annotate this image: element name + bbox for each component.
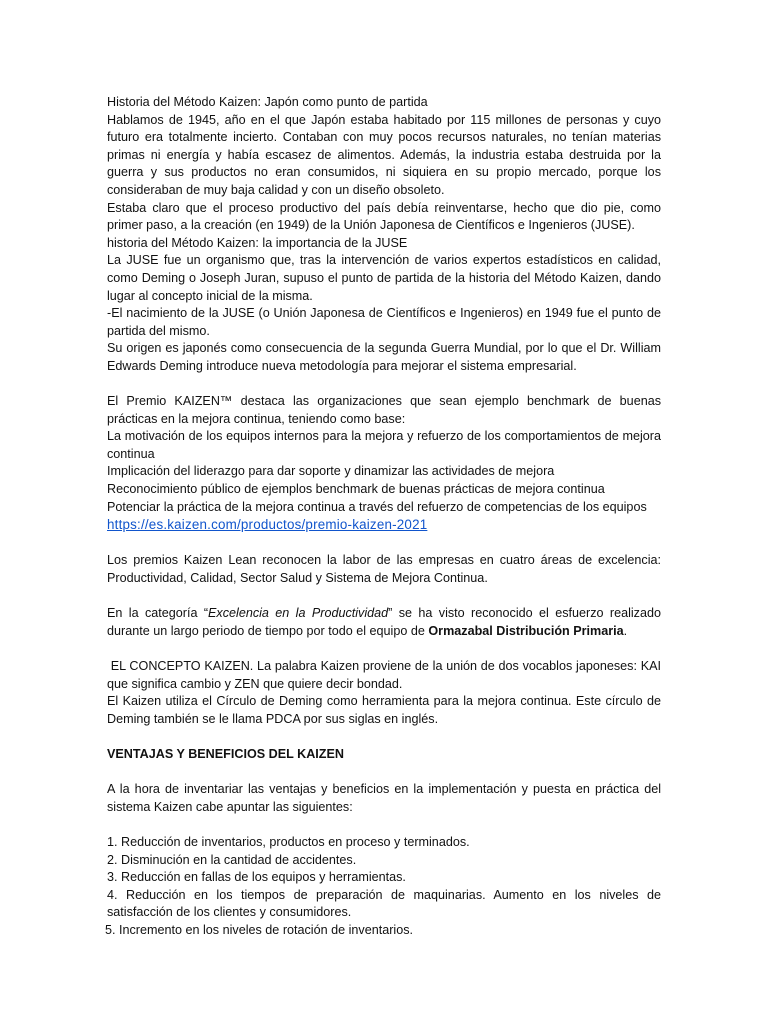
section-subtitle-juse: historia del Método Kaizen: la importancia de la JUSE [107,235,408,250]
categoria-bold-text: Ormazabal Distribución Primaria [428,623,624,638]
categoria-text-start: En la categoría “ [107,606,209,621]
list-item-liderazgo: Implicación del liderazgo para dar soporte y dinamizar las actividades de mejora [107,464,555,479]
categoria-italic-text: Excelencia en la Productividad [208,606,389,621]
benefit-item: 3. Reducción en fallas de los equipos y herramientas. [107,870,406,885]
spacer [107,535,661,553]
list-item-reconocimiento: Reconocimiento público de ejemplos benchmark de buenas prácticas de mejora continua [107,482,605,497]
spacer [107,764,661,782]
paragraph-juse-birth: -El nacimiento de la JUSE (o Unión Japonesa de Científicos e Ingenieros) en 1949 fue el punto de partida del mismo. [107,306,661,338]
spacer [107,376,661,394]
paragraph-premio-kaizen: El Premio KAIZEN™ destaca las organizaciones que sean ejemplo benchmark de buenas prácticas en la mejora continua, teniendo como base: [107,394,661,426]
paragraph-ventajas-intro: A la hora de inventariar las ventajas y beneficios en la implementación y puesta en práctica del sistema Kaizen cabe apuntar las siguientes: [107,782,661,814]
document-body [107,94,661,940]
paragraph-premios-lean: Los premios Kaizen Lean reconocen la labor de las empresas en cuatro áreas de excelencia: Productividad, Calidad, Sector Salud y Sistema de Mejora Continua. [107,553,661,586]
concepto-kaizen-text: EL CONCEPTO KAIZEN. La palabra Kaizen proviene de la unión de dos vocablos japoneses: KAI que significa cambio y ZEN que quiere decir bondad. [107,659,661,691]
link-premio-kaizen-container [107,516,661,535]
paragraph-juse-organism: La JUSE fue un organismo que, tras la intervención de varios expertos estadísticos en calidad, como Deming o Joseph Juran, supuso el punto de partida de la historia del Método Kaizen, dando lugar al concepto inicial de la misma. [107,253,661,303]
benefit-item: 4. Reducción en los tiempos de preparación de maquinarias. Aumento en los niveles de satisfacción de los clientes y consumidores. [107,887,661,920]
spacer [107,640,661,658]
spacer [107,728,661,746]
paragraph-concepto-kaizen [107,658,661,693]
paragraph-juse-creation: Estaba claro que el proceso productivo del país debía reinventarse, hecho que dio pie, como primer paso, a la creación (en 1949) de la Unión Japonesa de Científicos e Ingenieros (JUSE). [107,200,661,233]
spacer [107,588,661,606]
paragraph-categoria [107,605,661,640]
list-item-potenciar: Potenciar la práctica de la mejora continua a través del refuerzo de competencias de los equipos [107,499,647,514]
spacer [107,816,661,834]
paragraph-origin: Su origen es japonés como consecuencia de la segunda Guerra Mundial, por lo que el Dr. William Edwards Deming introduce nueva metodología para mejorar el sistema empresarial. [107,341,661,373]
benefit-item: 1. Reducción de inventarios, productos en proceso y terminados. [107,834,470,849]
section-title-history: Historia del Método Kaizen: Japón como punto de partida [107,95,428,109]
list-item-motivacion: La motivación de los equipos internos para la mejora y refuerzo de los comportamientos de mejora continua [107,429,661,461]
paragraph-1945: Hablamos de 1945, año en el que Japón estaba habitado por 115 millones de personas y cuyo futuro era totalmente incierto. Contaban con muy pocos recursos naturales, no tenían materias primas ni energía y había escasez de alimentos. Además, la industria estaba destruida por la guerra y sus productos no eran consumidos, ni siquiera en su propio mercado, porque los consideraban de muy baja calidad y con un diseño obsoleto. [107,112,661,197]
paragraph-circulo-deming: El Kaizen utiliza el Círculo de Deming como herramienta para la mejora continua. Este círculo de Deming también se le llama PDCA por sus siglas en inglés. [107,694,661,726]
benefit-item: 5. Incremento en los niveles de rotación de inventarios. [105,922,414,937]
categoria-text-end: . [623,623,628,638]
categoria-text-mid: ” se ha visto reconocido el esfuerzo realizado durante un largo periodo de tiempo por todo el equipo de [107,606,661,638]
benefit-item: 2. Disminución en la cantidad de accidentes. [107,852,357,867]
premio-kaizen-link[interactable]: https://es.kaizen.com/productos/premio-kaizen-2021 [107,517,428,533]
heading-ventajas: VENTAJAS Y BENEFICIOS DEL KAIZEN [107,746,344,761]
